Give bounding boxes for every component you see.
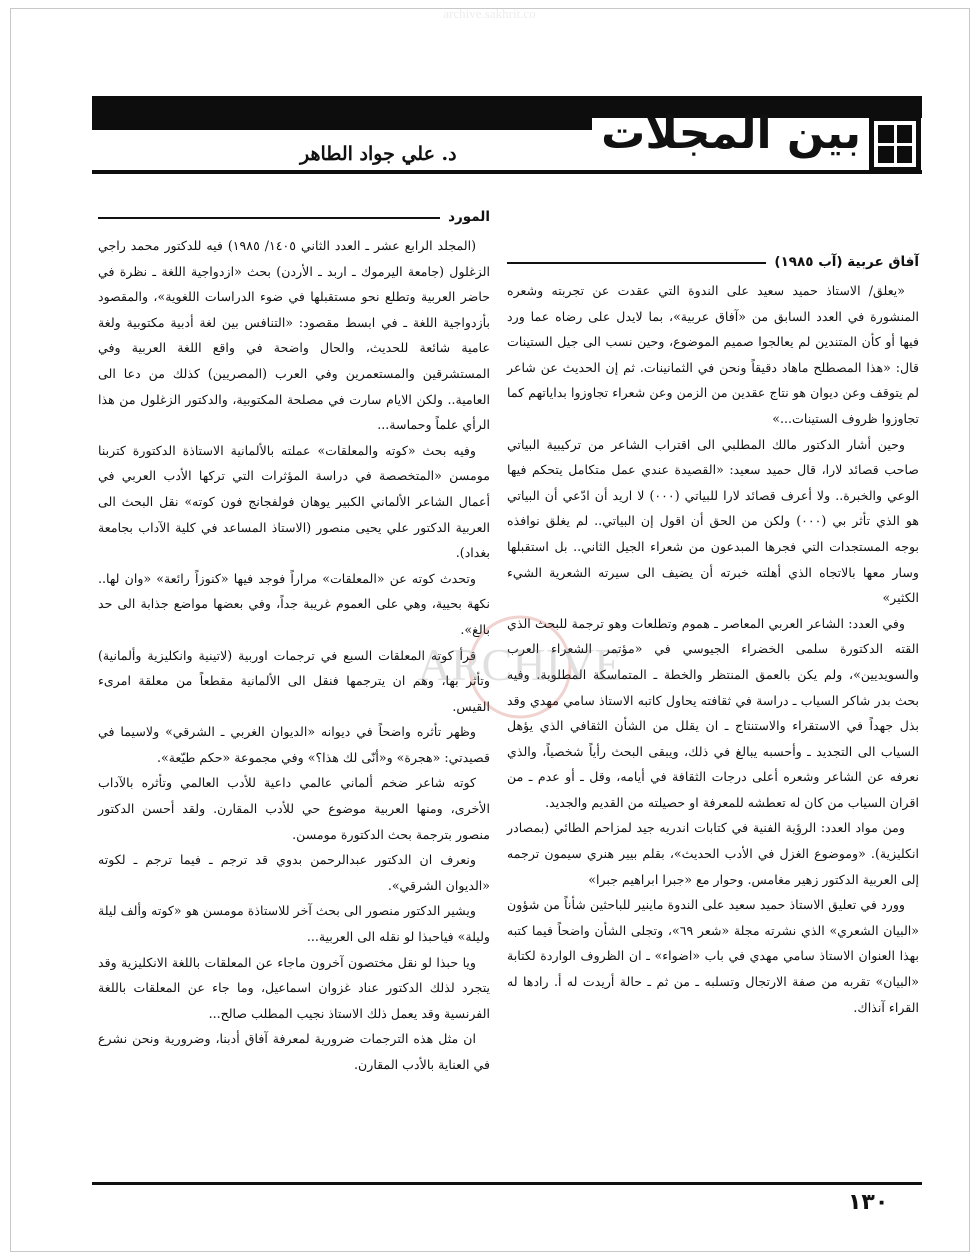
paragraph: (المجلد الرابع عشر ـ العدد الثاني ١٤٠٥/ ١٩٨٥) فيه للدكتور محمد راجي الزغلول (جامعة اليرموك ـ اربد ـ الأردن) بحث «ازدواجية اللغة ـ نظرة في حاضر العربية وتطلع نحو مستقبلها في ضوء الدراسات اللغوية»، والمقصود بأزدواجية اللغة ـ في ابسط مقصود: «التنافس بين لغة أدبية مكتوبية ولغة عامية شائعة للحديث، والحال واضحة في واقع اللغة العربية وفي المستشرقين والمستعمرين وفي العرب (المصريين) كذلك من دعا الى العامية.. ولكن الايام سارت في مصلحة المكتوبية، والدكتور الزغلول من هذا الرأي علماً وحماسة... (98, 238, 490, 433)
paragraph: ان مثل هذه الترجمات ضرورية لمعرفة آفاق أدبنا، وضرورية ونحن نشرع في العناية بالأدب المقارن. (98, 1031, 490, 1072)
paragraph: ومن مواد العدد: الرؤية الفنية في كتابات اندريه جيد لمزاحم الطائي (بمصادر انكليزية). «وموضوع الغزل في الأدب الحديث»، بقلم بيير هنري سيمون ترجمه إلى العربية الدكتور زهير مغامس. وحوار مع «جبرا ابراهيم جبرا» (507, 820, 919, 887)
source-label: المورد (448, 209, 490, 226)
watermark-brand: ARCHIVE (417, 639, 623, 690)
paragraph: «يعلق/ الاستاذ حميد سعيد على الندوة التي عقدت عن تجربته وشعره المنشورة في العدد السابق من «آفاق عربية»، بما لايدل على رضاه عما ورد فيها أو كأن المتندين لم يعالجوا صميم الموضوع، وحين نسب الى جيل الستينات قال: «هذا المصطلح ماهاد دقيقاً ونحن في الثمانينات. ثم إن الحديث عن شاعر لم يتوقف وعن ديوان هو نتاج عقدين من الزمن وعن شعراء تجاوزوا بداياتهم كما تجاوزوا ظروف الستينات...» (507, 283, 919, 426)
paragraph: ونعرف ان الدكتور عبدالرحمن بدوي قد ترجم ـ فيما ترجم ـ لكوته «الديوان الشرقي». (98, 852, 490, 893)
paragraph: كوته شاعر ضخم ألماني عالمي داعية للأدب العالمي وتأثره بالآداب الأخرى، ومنها العربية موضوع حي للأدب المقارن. ولقد أحسن الدكتور منصور بترجمة بحث الدكتورة مومسن. (98, 775, 490, 842)
right-column (507, 250, 919, 1020)
source-label: آفاق عربية (آب ١٩٨٥) (774, 254, 919, 271)
left-column (98, 205, 490, 1078)
section-logo-icon (869, 116, 921, 172)
heading-rule (507, 262, 766, 264)
paragraph: وورد في تعليق الاستاذ حميد سعيد على الندوة ماينير للباحثين شأناً من شؤون «البيان الشعري» الذي نشرته مجلة «شعر ٦٩»، وتجلى الشأن واضحاً فيما كتبه بهذا العنوان الاستاذ سامي مهدي في باب «اضواء» ـ ان الظروف الواردة لكتابة «البيان» تقربه من صفة الارتجال وتسلبه ـ من ثم ـ حالة أريدت له أ. رادها له القراء آنذاك. (507, 897, 920, 1015)
left-source-heading (98, 205, 490, 231)
author-name: د. علي جواد الطاهر (300, 143, 457, 165)
paragraph: ويشير الدكتور منصور الى بحث آخر للاستاذة مومسن هو «كوته وألف ليلة وليلة» فياحبذا لو نقله الى العربية... (98, 903, 490, 945)
page-number: ١٣٠ (848, 1190, 889, 1215)
heading-rule (98, 217, 440, 219)
watermark-url: archive.sakhrit.co (443, 6, 536, 21)
right-source-heading (507, 250, 919, 276)
paragraph: قرأ كوته المعلقات السبع في ترجمات اوربية (لاتينية وانكليزية وألمانية) وتأثر بها، وهم ان يترجمها فنقل الى الألمانية مقطعاً من معلقة امرىء القيس. (98, 647, 490, 714)
paragraph: وحين أشار الدكتور مالك المطلبي الى اقتراب الشاعر من تركيبية البياتي صاحب قصائد لارا، قال حميد سعيد: «القصيدة عندي عمل متكامل يتحكم فيها الوعي والخبرة.. ولا أعرف قصائد لارا للبياتي (٠٠٠) لا اريد أن ادّعي أن البياتي هو الذي تأثر بي (٠٠٠) ولكن من الحق أن اقول إن البياتي.. لم يغلق نوافذه بوجه المستجدات التي فجرها المبدعون من شعراء الجيل الثاني.. بل استقبلها وسار معها بالاتجاه الذي أهلته خبرته أن يضيف الى سيرته الشعرية الشيء الكثير» (507, 436, 920, 606)
header-underline (92, 170, 922, 174)
section-title: بين المجلات (601, 108, 861, 159)
paragraph: وتحدث كوته عن «المعلقات» مراراً فوجد فيها «كنوزاً رائعة» «وان لها.. نكهة بحيية، وهي على العموم غريبة جداً، وفي بعضها مواضع جذابة الى حد بالغ». (98, 570, 490, 637)
paragraph: وفي العدد: الشاعر العربي المعاصر ـ هموم وتطلعات وهو ترجمة للبحث الذي القته الدكتورة سلمى الخضراء الجيوسي في «مؤتمر الشعراء العرب والسويديين»، ولم يكن بالعمق المنتظر والخطة ـ المتماسكة المطلوبة. وفيه بحث بدر شاكر السياب ـ دراسة في ثقافته يحاول كاتبه الاستاذ سامي مهدي وقد بذل جهداً في الاستقراء والاستنتاج ـ ان يقلل من الشأن الثقافي الذي يؤهل السياب الى التجديد ـ وأحسبه يبالغ في ذلك، ويبقى البحث رأياً شخصياً، والذي نعرفه عن الشاعر وشعره أعلى درجات الثقافة في أيامه، وقل ـ أو عدم ـ من اقران السياب من كان له تعطشه للمعرفة او حصيلته من القديم والجديد. (507, 615, 919, 810)
paragraph: وفيه بحث «كوته والمعلقات» عملته بالألمانية الاستاذة الدكتورة كتربنا مومسن «المتخصصة في دراسة المؤثرات التي تركها الأدب العربي في أعمال الشاعر الألماني الكبير يوهان فولفجانج فون كوته» نقل البحث الى العربية الدكتور علي يحيى منصور (الاستاذ المساعد في كلية الآداب بجامعة بغداد). (98, 442, 490, 561)
paragraph: وظهر تأثره واضحاً في ديوانه «الديوان الغربي ـ الشرقي» ولاسيما في قصيدتي: «هجرة» و«أنّى لك هذا؟» وفي مجموعة «حكم طيّعة». (98, 724, 490, 765)
footer-rule (92, 1182, 922, 1185)
paragraph: ويا حبذا لو نقل مختصون آخرون ماجاء عن المعلقات باللغة الانكليزية وقد يتجرد لذلك الدكتور عناد غزوان اسماعيل، وما جاء عن المعلقات باللغة الفرنسية وقد يعمل ذلك الاستاذ نجيب المطلب صالح... (98, 954, 490, 1021)
